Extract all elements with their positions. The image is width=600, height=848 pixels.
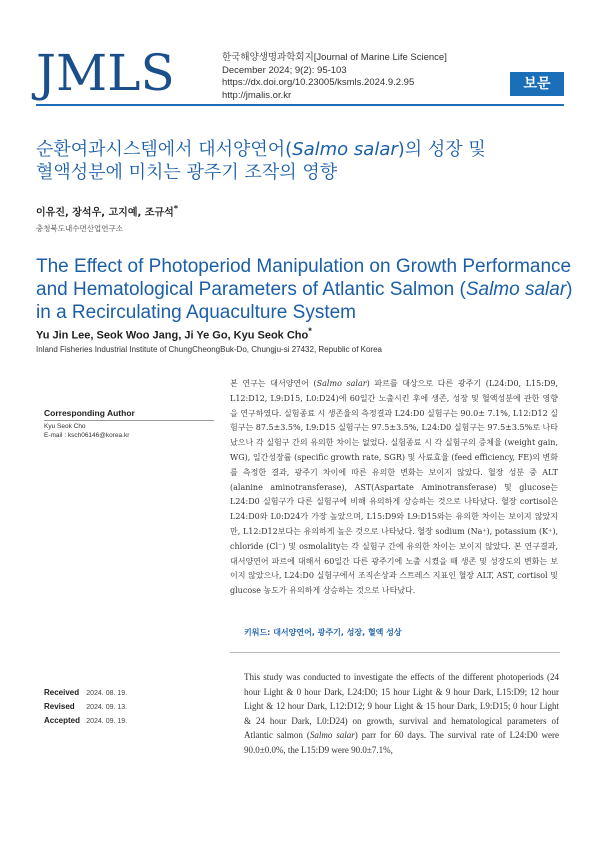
korean-affiliation: 충청북도내수면산업연구소	[36, 224, 123, 233]
korean-authors	[36, 203, 178, 218]
english-title-species: Salmo salar	[465, 279, 567, 300]
english-authors	[36, 326, 312, 342]
corresponding-divider	[44, 420, 214, 421]
corresponding-author-label: Corresponding Author	[44, 408, 135, 418]
english-title-line1: The Effect of Photoperiod Manipulation on Growth Performance	[36, 256, 572, 277]
korean-title	[36, 138, 566, 184]
accepted-date	[44, 714, 127, 728]
korean-abstract-text: ) 파르를 대상으로 다른 광주기 (L24:D0, L15:D9, L12:D12, L9:D15, L0:D24)에 60일간 노출시킨 후에 생존, 성장 및 혈액성분에 관한 영향을 연구하였다. 실험종료 시 생존율의 측정결과 L24:D0 실험구는 90.0± 7.1%, L12:D12 실험구는 87.5±3.5%, L9:D15 실험구는 97.5±3.5%, L24:D0 실험구는 97.5±3.5%로 나타났으나 각 실험구 간의 유의한 차이는 없었다. 실험종료 시 각 실험구의 증체율 (weight gain, WG), 일간성장률 (specific growth rate, SGR) 및 사료효율 (feed efficiency, FE)의 변화를 측정한 결과, 광주기 차이에 따른 유의한 변화는 보이지 않았다. 혈장 성분 중 ALT (alanine aminotransferase), AST(Aspartate Aminotransferase) 및 glucose는 L24:D0 실험구가 다른 실험구에 비해 유의하게 상승하는 것으로 나타났다. 혈장 cortisol은 L24:D0와 L0:D24가 가장 높았으며, L15:D9와 L9:D15와는 유의한 차이는 보이지 않았지만, L12:D12보다는 유의하게 높은 것으로 나타났다. 혈장 sodium (Na⁺), potassium (K⁺), chloride (Cl⁻) 및 osmolality는 각 실험구 간에 유의한 차이는 보이지 않았다. 본 연구결과, 대서양연어 파르에 대해서 60일간 다른 광주기에 노출 시켰을 때 생존 및 성장도의 변화는 보이지 않았으나, L24:D0 실험구에서 조직손상과 스트레스 지표인 혈장 ALT, AST, cortisol 및 glucose 농도가 유의하게 상승하는 것으로 나타났다.	[230, 379, 558, 596]
article-dates	[44, 686, 127, 728]
english-title-line3: in a Recirculating Aquaculture System	[36, 302, 356, 323]
english-title	[36, 255, 576, 324]
keywords-label: 키워드:	[244, 628, 271, 637]
received-label: Received	[44, 688, 80, 697]
received-value: 2024. 08. 19.	[86, 690, 128, 697]
journal-issue: December 2024; 9(2): 95-103	[222, 64, 347, 76]
english-affiliation: Inland Fisheries Industrial Institute of ChungCheongBuk-Do, Chungju-si 27432, Republic of Korea	[36, 345, 382, 354]
english-title-part: )	[566, 279, 573, 300]
keywords	[244, 627, 402, 638]
revised-date	[44, 700, 127, 714]
accepted-value: 2024. 09. 19.	[86, 718, 128, 725]
revised-value: 2024. 09. 13.	[86, 704, 128, 711]
korean-abstract-species: Salmo salar	[316, 379, 367, 388]
english-abstract-text: ) parr for 60 days. The survival rate of L24:D0 were 90.0±0.0%, the L15:D9 were 90.0±7.1%,	[244, 730, 559, 755]
journal-name: 한국해양생명과학회지[Journal of Marine Life Science]	[222, 52, 447, 63]
article-type-badge: 보문	[510, 72, 564, 96]
korean-title-species: Salmo salar	[292, 139, 398, 160]
korean-author-names: 이유진, 장석우, 고지예, 조규석	[36, 207, 174, 219]
journal-url[interactable]: http://jmalis.or.kr	[222, 89, 292, 101]
corresponding-mark: *	[308, 326, 312, 336]
corresponding-mark: *	[173, 203, 179, 213]
corresponding-author-email[interactable]: E-mail : ksch06146@korea.kr	[44, 432, 130, 439]
received-date	[44, 686, 127, 700]
accepted-label: Accepted	[44, 716, 81, 725]
korean-abstract	[230, 377, 558, 599]
header-divider	[36, 104, 564, 106]
english-abstract	[244, 670, 559, 757]
keywords-list: 대서양연어, 광주기, 성장, 혈액 성상	[273, 628, 402, 637]
korean-title-line2: 혈액성분에 미치는 광주기 조작의 영향	[36, 162, 338, 183]
korean-title-part: )의 성장 및	[397, 139, 486, 160]
english-title-part: and Hematological Parameters of Atlantic Salmon (	[36, 279, 466, 300]
english-author-names: Yu Jin Lee, Seok Woo Jang, Ji Ye Go, Kyu Seok Cho	[36, 329, 309, 342]
english-abstract-text: This study was conducted to investigate the effects of the different photoperiods (24 hour Light & 0 hour Dark, L24:D0; 15 hour Light & 9 hour Dark, L15:D9; 12 hour Light & 12 hour Dark, L12:D12; 9 hour Light & 15 hour Dark, L9:D15; 0 hour Light & 24 hour Dark, L0:D24) on growth, survival and hematological parameters of Atlantic salmon (	[244, 672, 559, 740]
doi-link[interactable]: https://dx.doi.org/10.23005/ksmls.2024.9.2.95	[222, 77, 415, 88]
korean-title-part: 순환여과시스템에서 대서양연어(	[36, 139, 293, 160]
revised-label: Revised	[44, 702, 75, 711]
korean-abstract-text: 본 연구는 대서양연어 (	[230, 379, 317, 388]
abstract-divider	[230, 652, 560, 653]
journal-logo: JMLS	[36, 44, 175, 102]
corresponding-author-name: Kyu Seok Cho	[44, 423, 86, 430]
english-abstract-species: Salmo salar	[309, 730, 355, 740]
journal-info	[222, 52, 447, 102]
